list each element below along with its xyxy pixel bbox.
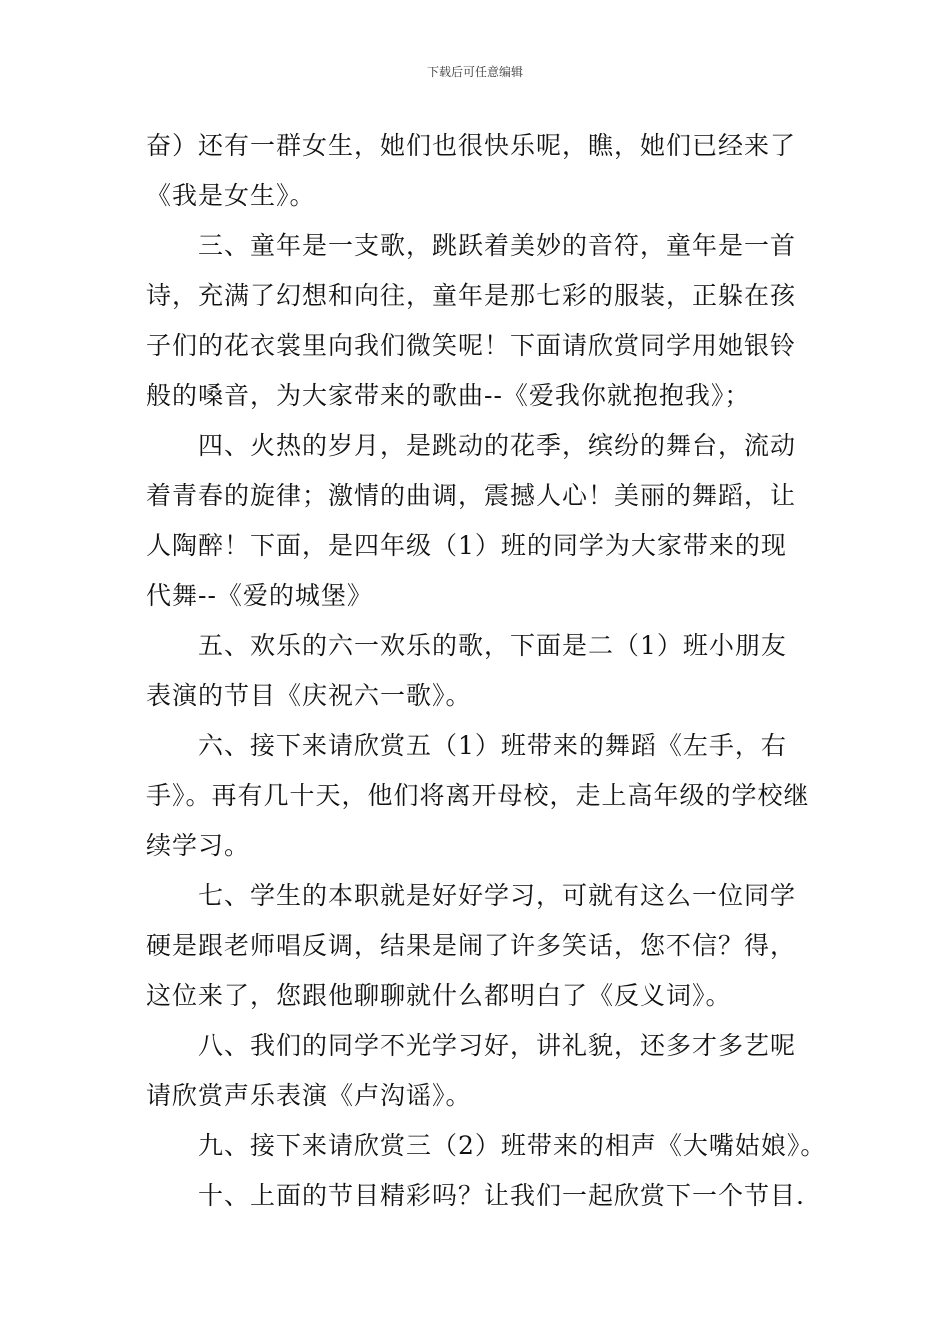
paragraph-10: 十、上面的节目精彩吗？让我们一起欣赏下一个节目. (198, 1181, 805, 1210)
paragraph-continued: 奋）还有一群女生，她们也很快乐呢，瞧，她们已经来了《我是女生》。 (146, 131, 797, 210)
paragraph-5: 五、欢乐的六一欢乐的歌，下面是二（1）班小朋友表演的节目《庆祝六一歌》。 (146, 631, 787, 710)
paragraph-7: 七、学生的本职就是好好学习，可就有这么一位同学硬是跟老师唱反调，结果是闹了许多笑话，您不信？得，这位来了，您跟他聊聊就什么都明白了《反义词》。 (146, 881, 797, 1010)
document-body (146, 121, 827, 1221)
paragraph-6: 六、接下来请欣赏五（1）班带来的舞蹈《左手，右手》。再有几十天，他们将离开母校，走上高年级的学校继续学习。 (146, 731, 810, 860)
paragraph-4: 四、火热的岁月，是跳动的花季，缤纷的舞台，流动着青春的旋律；激情的曲调，震撼人心！美丽的舞蹈，让人陶醉！下面，是四年级（1）班的同学为大家带来的现代舞--《爱的城堡》 (146, 431, 797, 610)
paragraph-9: 九、接下来请欣赏三（2）班带来的相声《大嘴姑娘》。 (198, 1131, 827, 1160)
page-header: 下载后可任意编辑 (426, 65, 523, 79)
paragraph-3: 三、童年是一支歌，跳跃着美妙的音符，童年是一首诗，充满了幻想和向往，童年是那七彩的服装，正躲在孩子们的花衣裳里向我们微笑呢！下面请欣赏同学用她银铃般的嗓音，为大家带来的歌曲--《爱我你就抱抱我》； (146, 231, 797, 410)
paragraph-8: 八、我们的同学不光学习好，讲礼貌，还多才多艺呢请欣赏声乐表演《卢沟谣》。 (146, 1031, 797, 1110)
